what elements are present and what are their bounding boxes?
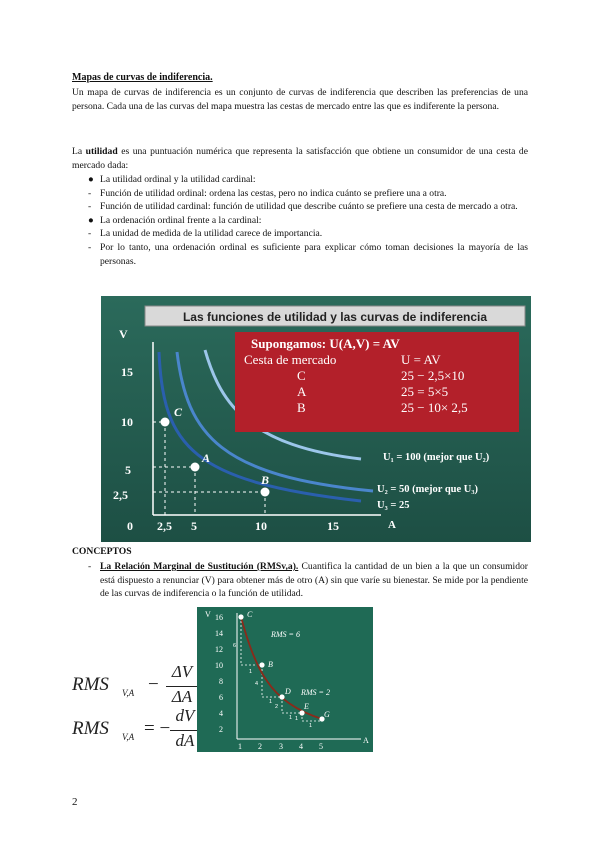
point-label: G	[324, 710, 330, 719]
step-label: 1	[295, 716, 299, 722]
rms-label: RMS = 2	[301, 688, 330, 697]
step-label: 4	[255, 681, 259, 687]
box-title: Supongamos: U(A,V) = AV	[251, 336, 400, 351]
list-item-text: Función de utilidad cardinal: función de utilidad que describe cuánto se prefiere una cesta de mercado a otra.	[100, 201, 518, 213]
step-label: 6	[233, 643, 237, 649]
step-label: 1	[269, 699, 273, 705]
y-tick-label: 6	[219, 693, 223, 702]
formula-numerator: ΔV	[171, 662, 193, 681]
formula-subscript: V,A	[122, 732, 135, 742]
point-label: A	[202, 451, 211, 465]
indifference-map-figure	[101, 296, 531, 542]
box-row-right: 25 = 5×5	[401, 384, 449, 399]
y-tick-label: 15	[121, 365, 133, 379]
y-tick-label: 10	[121, 415, 133, 429]
box-row-right: 25 − 10× 2,5	[401, 400, 468, 415]
point-label: B	[261, 473, 270, 487]
box-row-left: B	[297, 400, 306, 415]
list-item	[72, 214, 528, 228]
list-item-text: La ordenación ordinal frente a la cardinal:	[100, 214, 262, 226]
list-item	[72, 227, 528, 241]
rms-term: La Relación Marginal de Sustitución (RMSv,a).	[100, 561, 299, 572]
box-row-right: 25 − 2,5×10	[401, 368, 465, 383]
x-tick-label: 1	[238, 742, 242, 751]
formula-lhs: RMS	[72, 718, 109, 739]
point-b	[261, 488, 270, 497]
formula-numerator: dV	[175, 706, 195, 725]
x-tick-label: 2	[258, 742, 262, 751]
x-tick-label: 4	[299, 742, 303, 751]
list-item	[72, 187, 528, 201]
list-item	[72, 200, 528, 214]
y-tick-label: 8	[219, 677, 223, 686]
rms-discrete-formula	[72, 662, 202, 710]
y-axis-label: V	[119, 327, 128, 341]
curve-label-u2: U₂ = 50 (mejor que U₃)	[377, 484, 479, 495]
x-axis-label: A	[363, 736, 369, 745]
formula-sign: = −	[144, 718, 171, 739]
formula-subscript: V,A	[122, 688, 135, 698]
list-item-text: La unidad de medida de la utilidad carece de importancia.	[100, 228, 323, 240]
step-label: 2	[275, 704, 279, 710]
curve-label-u1: U₁ = 100 (mejor que U₂)	[383, 452, 490, 463]
rms-derivative-formula	[72, 706, 202, 754]
point-b	[259, 662, 264, 667]
utility-list	[72, 173, 528, 268]
x-tick-label: 5	[319, 742, 323, 751]
list-item-text: Por lo tanto, una ordenación ordinal es suficiente para explicar cómo toman decisiones la mayoría de las personas.	[100, 241, 528, 267]
y-tick-label: 2,5	[113, 488, 128, 502]
point-label: C	[247, 610, 253, 619]
y-tick-label: 4	[219, 709, 223, 718]
list-marker: -	[88, 187, 92, 199]
utilidad-pre: La	[72, 146, 86, 157]
list-marker: -	[88, 561, 92, 572]
curve-label-u3: U₃ = 25	[377, 500, 410, 511]
y-tick-label: 16	[215, 613, 223, 622]
intro-paragraph: Un mapa de curvas de indiferencia es un conjunto de curvas de indiferencia que describen las preferencias de una persona. Cada una de las curvas del mapa muestra las cestas de mercado entre las que es indiferente la persona.	[72, 87, 528, 112]
conceptos-heading: CONCEPTOS	[72, 546, 132, 557]
step-label: 1	[249, 669, 253, 675]
box-row-right: U = AV	[401, 352, 441, 367]
point-label: C	[174, 405, 183, 419]
list-marker: -	[88, 228, 92, 240]
list-marker: -	[88, 241, 92, 253]
step-label: 1	[309, 723, 313, 729]
rms-definition: Cuantifica la cantidad de un bien a la que un consumidor está dispuesto a renunciar (V) para obtener más de otro (A) sin que varíe su bienestar. Se mide por la pendiente de las curvas de indiferencia o la función de utilidad.	[100, 561, 528, 600]
list-marker: -	[88, 201, 92, 213]
formula-lhs: RMS	[72, 674, 109, 695]
y-tick-label: 10	[215, 661, 223, 670]
point-d	[279, 694, 284, 699]
point-a	[191, 463, 200, 472]
x-tick-label: 15	[327, 519, 339, 533]
point-label: D	[285, 687, 291, 696]
formula-denominator: dA	[175, 731, 195, 750]
point-c	[238, 614, 243, 619]
y-tick-label: 5	[125, 463, 131, 477]
formula-sign: −	[148, 674, 159, 695]
x-axis-label: A	[388, 519, 396, 531]
list-item-text: Función de utilidad ordinal: ordena las cestas, pero no indica cuánto se prefiere una a otra.	[100, 187, 447, 199]
utilidad-post: es una puntuación numérica que representa la satisfacción que obtiene un consumidor de una cesta de mercado dada:	[72, 146, 528, 171]
y-tick-label: 2	[219, 725, 223, 734]
x-tick-label: 2,5	[157, 519, 172, 533]
point-label: E	[304, 702, 309, 711]
utilidad-paragraph	[72, 145, 528, 172]
rms-figure	[197, 607, 373, 752]
x-tick-label: 10	[255, 519, 267, 533]
utilidad-term: utilidad	[85, 146, 118, 157]
point-label: B	[268, 660, 273, 669]
rms-paragraph	[72, 560, 528, 601]
y-axis-label: V	[205, 610, 211, 619]
list-item	[72, 241, 528, 268]
x-tick-label: 5	[191, 519, 197, 533]
formula-denominator: ΔA	[171, 687, 193, 706]
box-row-left: C	[297, 368, 306, 383]
section-heading: Mapas de curvas de indiferencia.	[72, 72, 213, 83]
point-e	[299, 710, 304, 715]
y-tick-label: 14	[215, 629, 223, 638]
x-tick-label: 0	[127, 519, 133, 533]
list-marker: ●	[88, 174, 94, 185]
list-marker: ●	[88, 214, 94, 226]
figure-background	[197, 607, 373, 752]
y-tick-label: 12	[215, 645, 223, 654]
list-item	[72, 173, 528, 187]
x-tick-label: 3	[279, 742, 283, 751]
step-label: 1	[289, 715, 293, 721]
list-item-text: La utilidad ordinal y la utilidad cardinal:	[100, 174, 256, 185]
point-c	[161, 418, 170, 427]
box-row-left: Cesta de mercado	[244, 352, 337, 367]
page-number: 2	[72, 796, 78, 808]
figure-banner-text: Las funciones de utilidad y las curvas de indiferencia	[182, 310, 488, 324]
rms-label: RMS = 6	[271, 630, 300, 639]
box-row-left: A	[297, 384, 307, 399]
